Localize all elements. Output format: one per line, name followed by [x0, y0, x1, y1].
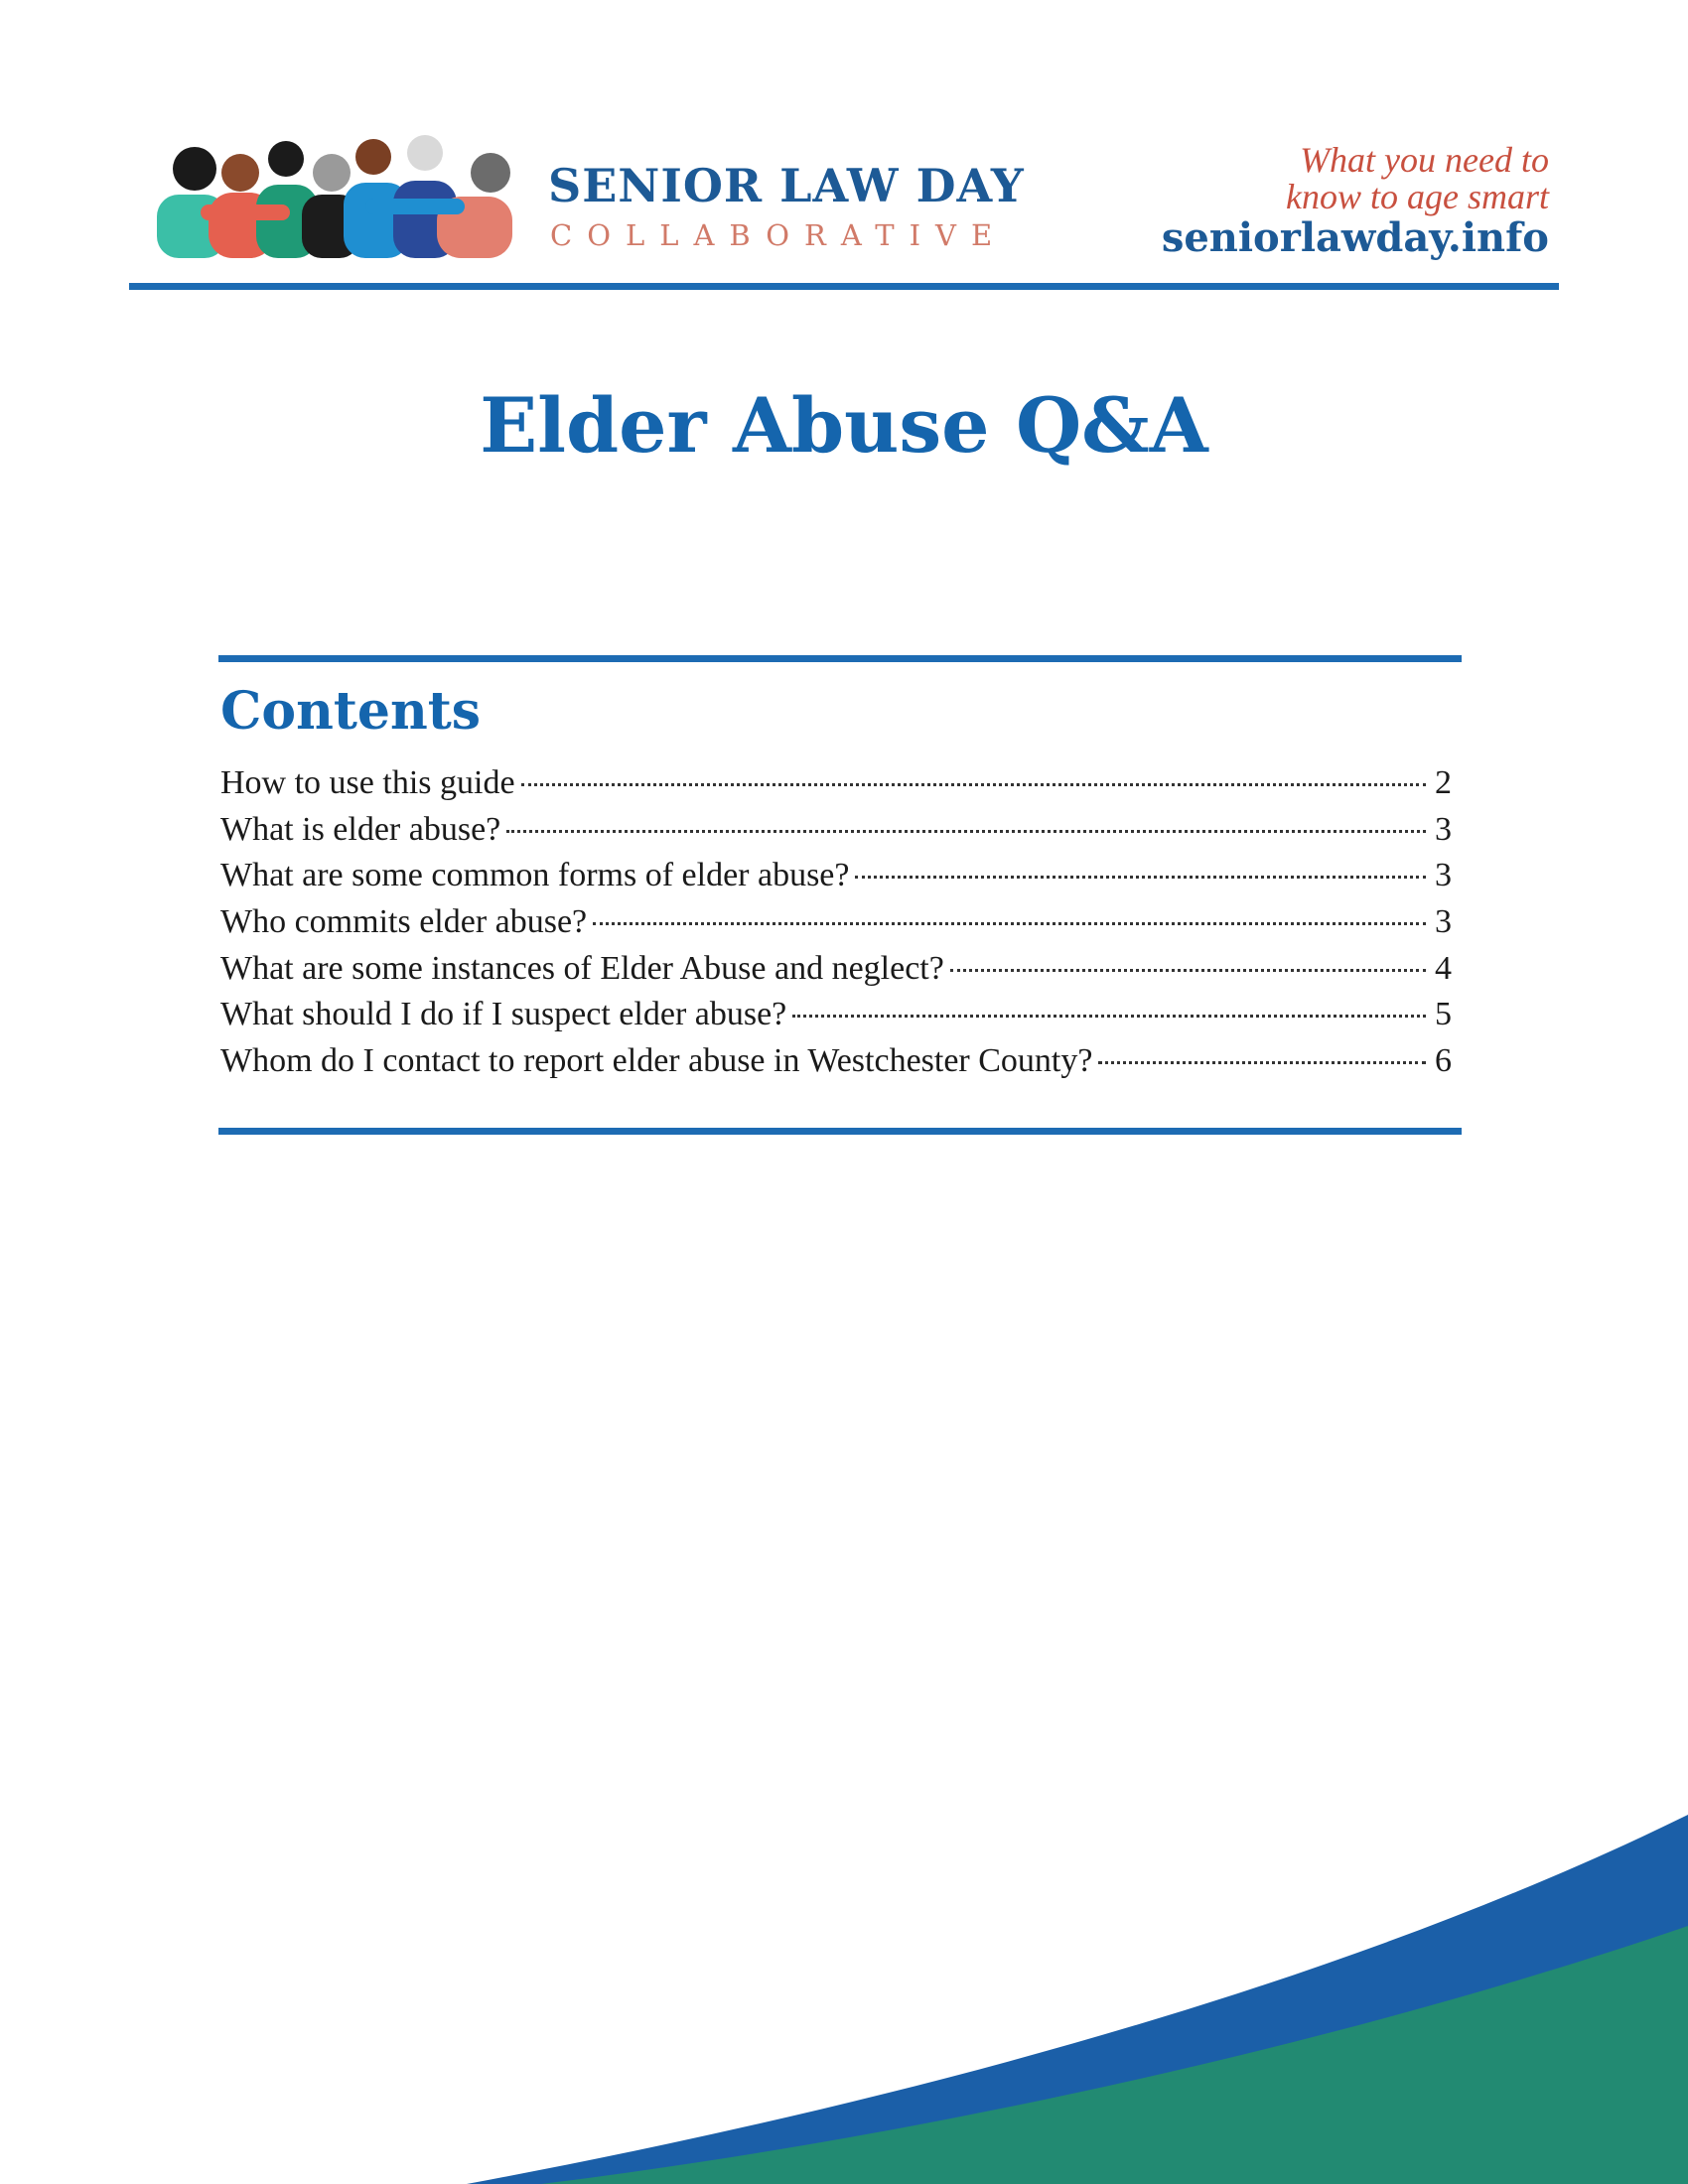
toc-entry-label: Whom do I contact to report elder abuse in Westchester County? — [220, 1042, 1093, 1080]
toc-entry-page: 2 — [1435, 764, 1452, 801]
toc-entry-page: 3 — [1435, 857, 1452, 894]
tagline — [1192, 142, 1549, 215]
toc-entry[interactable] — [220, 950, 1452, 997]
footer-wave-decoration — [0, 1787, 1688, 2184]
tagline-line-1: What you need to — [1300, 140, 1549, 180]
toc-dot-leader — [593, 922, 1426, 925]
toc-entry[interactable] — [220, 857, 1452, 903]
document-title: Elder Abuse Q&A — [480, 381, 1208, 470]
toc-entry-label: Who commits elder abuse? — [220, 903, 588, 941]
toc-dot-leader — [950, 969, 1426, 972]
toc-entry-page: 6 — [1435, 1042, 1452, 1080]
header-divider — [129, 283, 1559, 290]
toc-entry-label: What are some common forms of elder abuse? — [220, 857, 850, 894]
toc-dot-leader — [521, 783, 1426, 786]
toc-top-divider — [218, 655, 1462, 662]
toc-list — [220, 764, 1452, 1089]
toc-dot-leader — [855, 876, 1426, 879]
toc-dot-leader — [792, 1015, 1426, 1018]
toc-heading: Contents — [220, 681, 482, 742]
org-subtitle: COLLABORATIVE — [550, 218, 1008, 252]
tagline-line-2: know to age smart — [1286, 177, 1549, 216]
logo-people-illustration — [157, 135, 532, 258]
toc-dot-leader — [1098, 1061, 1426, 1064]
toc-entry[interactable] — [220, 903, 1452, 950]
toc-entry[interactable] — [220, 764, 1452, 811]
toc-entry-label: What are some instances of Elder Abuse and neglect? — [220, 949, 944, 987]
toc-entry-page: 3 — [1435, 810, 1452, 848]
toc-entry[interactable] — [220, 996, 1452, 1042]
toc-entry-label: How to use this guide — [220, 764, 515, 801]
org-name: SENIOR LAW DAY — [548, 159, 1025, 212]
toc-entry-label: What is elder abuse? — [220, 810, 501, 848]
toc-entry[interactable] — [220, 811, 1452, 858]
website-link[interactable]: seniorlawday.info — [1161, 214, 1549, 261]
toc-entry-label: What should I do if I suspect elder abuse? — [220, 996, 787, 1033]
toc-entry-page: 3 — [1435, 903, 1452, 941]
toc-dot-leader — [506, 830, 1426, 833]
toc-entry-page: 5 — [1435, 996, 1452, 1033]
toc-entry[interactable] — [220, 1042, 1452, 1089]
toc-bottom-divider — [218, 1128, 1462, 1135]
toc-entry-page: 4 — [1435, 949, 1452, 987]
